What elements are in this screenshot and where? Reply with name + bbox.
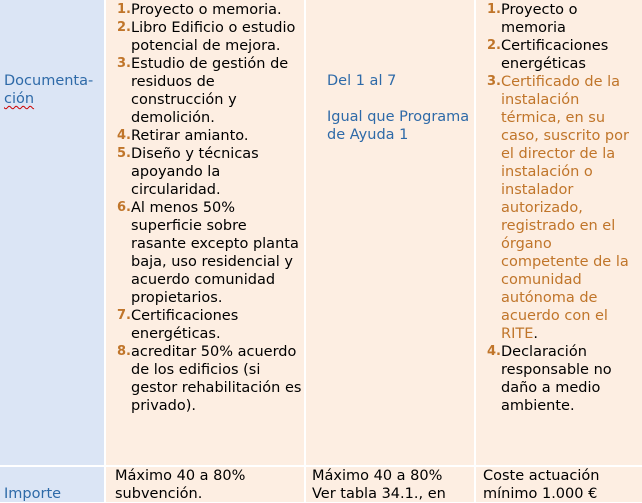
list-item-number: 1. xyxy=(487,2,501,17)
list-item-text: Diseño y técnicas apoyando la circularidad. xyxy=(131,146,259,198)
documentation-list-program3 xyxy=(487,1,637,415)
label-cell-documentacion xyxy=(0,0,104,465)
importe-line: Ver tabla 34.1., en xyxy=(312,486,446,502)
list-item xyxy=(117,127,303,145)
list-item xyxy=(117,343,303,415)
list-item-text: Proyecto o memoria. xyxy=(131,2,282,18)
importe-line: Máximo 40 a 80% xyxy=(312,468,443,484)
list-item-text: acreditar 50% acuerdo de los edificios (si gestor rehabilitación es privado). xyxy=(131,344,302,414)
list-item-text: Certificaciones energéticas. xyxy=(131,308,239,342)
list-item-text: Certificaciones energéticas xyxy=(501,38,609,72)
list-item-text: Declaración responsable no daño a medio ambiente. xyxy=(501,344,612,414)
list-item-text: Retirar amianto. xyxy=(131,128,249,144)
list-item xyxy=(487,73,637,343)
list-item-number: 7. xyxy=(117,308,131,323)
importe-program2 xyxy=(312,467,446,503)
list-item-number: 3. xyxy=(487,74,501,89)
column-divider xyxy=(474,0,476,502)
list-item-number: 5. xyxy=(117,146,131,161)
row-label-documentacion xyxy=(4,72,93,108)
list-item-text: Certificado de la instalación térmica, en su caso, suscrito por el director de la instalación o instalador autorizado, registrado en el órgano competente de la comunidad autónoma de acuerdo con el RITE xyxy=(501,74,629,342)
row-label-line: ción xyxy=(4,91,35,107)
list-item-number: 1. xyxy=(117,2,131,17)
documentation-ref-note: Igual que Programa de Ayuda 1 xyxy=(327,109,470,143)
list-item-text: Estudio de gestión de residuos de construcción y demolición. xyxy=(131,56,289,126)
list-item-number: 3. xyxy=(117,56,131,71)
importe-line: Coste actuación xyxy=(483,468,600,484)
column-divider xyxy=(304,0,306,502)
importe-line: Máximo 40 a 80% xyxy=(115,468,246,484)
list-item xyxy=(487,1,637,37)
importe-line: subvención. xyxy=(115,486,203,502)
list-item xyxy=(117,19,303,55)
list-item xyxy=(117,145,303,199)
list-item xyxy=(117,1,303,19)
list-item xyxy=(487,343,637,415)
list-item-number: 8. xyxy=(117,344,131,359)
list-item-number: 2. xyxy=(487,38,501,53)
list-item xyxy=(117,199,303,307)
list-item-number: 4. xyxy=(117,128,131,143)
documentation-ref-range: Del 1 al 7 xyxy=(327,73,397,89)
list-item xyxy=(117,55,303,127)
row-label-line: Documenta- xyxy=(4,73,94,89)
list-item-text: Libro Edificio o estudio potencial de mejora. xyxy=(131,20,296,54)
row-divider xyxy=(0,465,642,467)
list-item xyxy=(487,37,637,73)
list-item-text: Al menos 50% superficie sobre rasante excepto planta baja, uso residencial y acuerdo comunidad propietarios. xyxy=(131,200,299,306)
importe-line: mínimo 1.000 € xyxy=(483,486,598,502)
list-item-number: 6. xyxy=(117,200,131,215)
list-item xyxy=(117,307,303,343)
importe-program3 xyxy=(483,467,599,503)
list-item-text: Proyecto o memoria xyxy=(501,2,578,36)
row-label-importe: Importe xyxy=(4,486,62,502)
documentation-list-program1 xyxy=(117,1,303,415)
importe-program1 xyxy=(115,467,245,503)
column-divider xyxy=(104,0,106,502)
list-item-number: 4. xyxy=(487,344,501,359)
list-item-number: 2. xyxy=(117,20,131,35)
cell-program2-documentacion xyxy=(306,0,474,465)
list-item-suffix: . xyxy=(533,326,538,342)
